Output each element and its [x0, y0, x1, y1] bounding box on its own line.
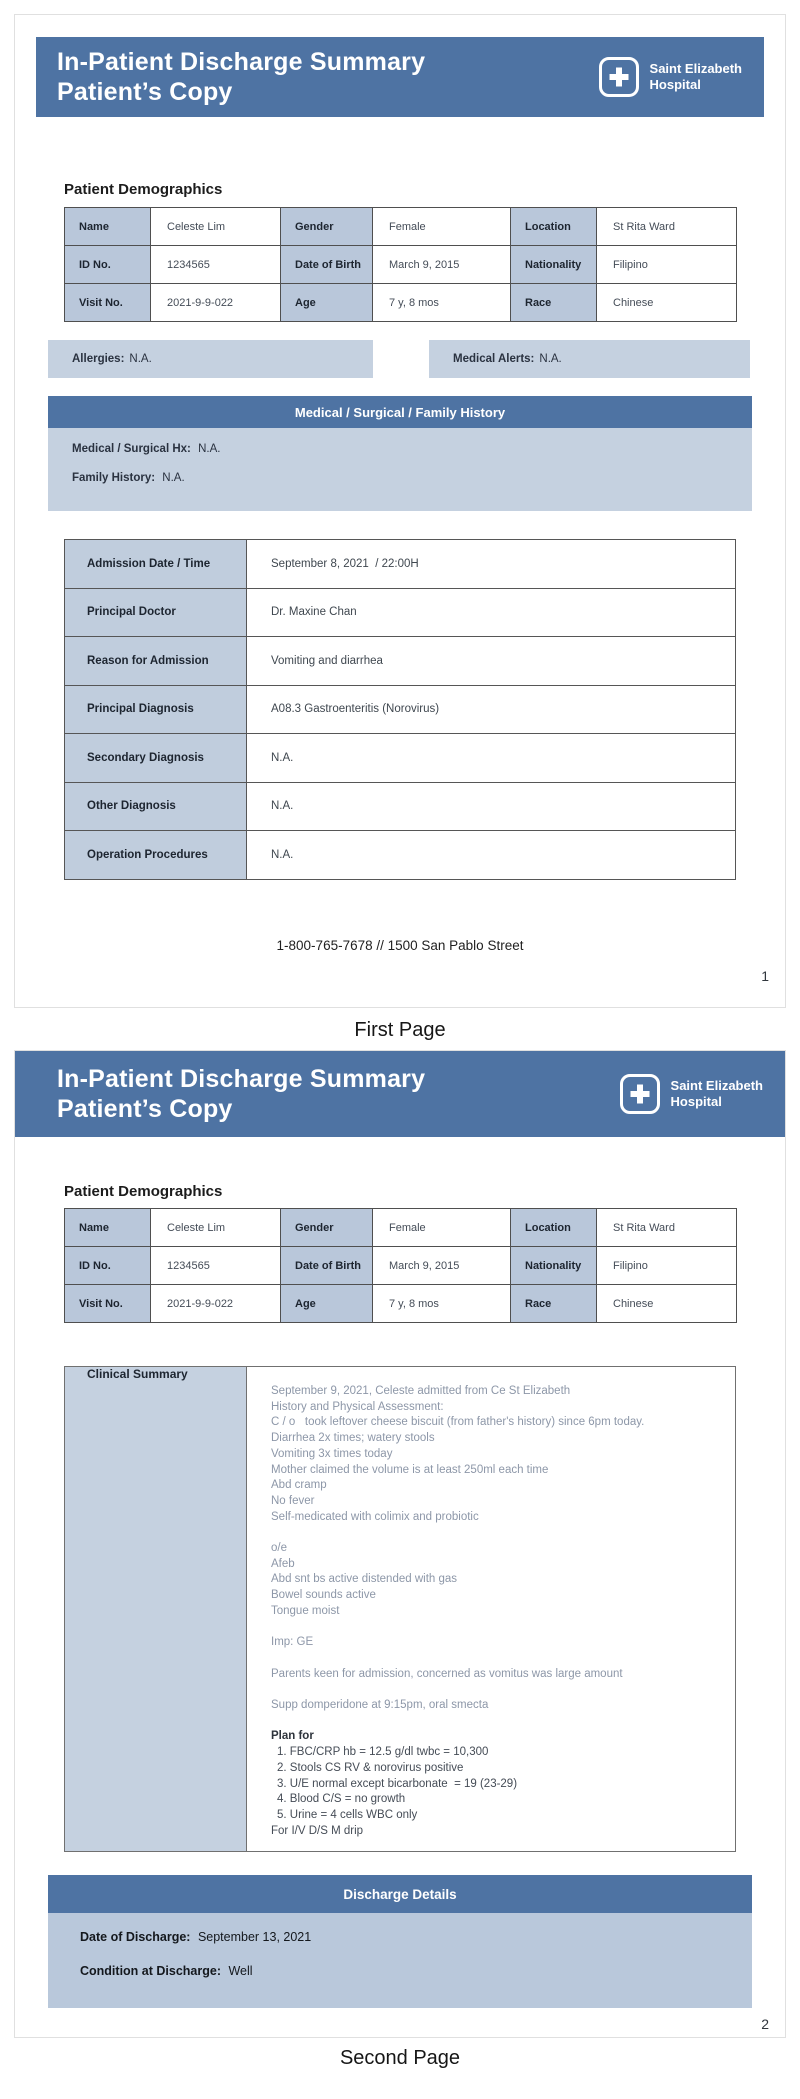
- demographics-heading: Patient Demographics: [64, 1183, 223, 1200]
- admission-label: Reason for Admission: [65, 637, 247, 686]
- table-row: [65, 637, 736, 686]
- document-title-line2: Patient’s Copy: [57, 1095, 233, 1123]
- discharge-item: Date of Discharge: September 13, 2021: [80, 1930, 312, 1945]
- first-page-caption: First Page: [354, 1019, 446, 1041]
- clinical-line: Diarrhea 2x times; watery stools: [271, 1432, 435, 1445]
- clinical-line: [271, 1525, 715, 1541]
- demo-value: 2021-9-9-022: [151, 1285, 281, 1323]
- hospital-cross-icon: [599, 57, 639, 97]
- demo-value: 1234565: [151, 1247, 281, 1285]
- demo-label: ID No.: [65, 246, 151, 284]
- discharge-item: Condition at Discharge: Well: [80, 1964, 253, 1979]
- demo-value: 1234565: [151, 246, 281, 284]
- document-title-line1: In-Patient Discharge Summary: [57, 1065, 426, 1093]
- table-row: [65, 685, 736, 734]
- demo-value: St Rita Ward: [597, 208, 737, 246]
- demo-label: Visit No.: [65, 284, 151, 322]
- history-item: Family History: N.A.: [72, 472, 185, 484]
- admission-label: Principal Diagnosis: [65, 685, 247, 734]
- alert-boxes-row: [48, 340, 785, 378]
- demo-value: Chinese: [597, 1285, 737, 1323]
- page1-card: [14, 14, 786, 1008]
- table-row: [65, 782, 736, 831]
- clinical-line: History and Physical Assessment:: [271, 1400, 444, 1413]
- table-row: [65, 1209, 737, 1247]
- hospital-cross-icon: [620, 1074, 660, 1114]
- document-title-line1: In-Patient Discharge Summary: [57, 48, 426, 76]
- clinical-line: [271, 1714, 715, 1730]
- demo-label: Nationality: [511, 1247, 597, 1285]
- demographics-table: [64, 1208, 737, 1323]
- admission-label: Secondary Diagnosis: [65, 734, 247, 783]
- hospital-name: Saint Elizabeth Hospital: [649, 61, 742, 92]
- medical-alerts-value: N.A.: [539, 353, 562, 365]
- demo-label: Location: [511, 208, 597, 246]
- demo-value: 7 y, 8 mos: [373, 284, 511, 322]
- discharge-section-header: Discharge Details: [48, 1875, 752, 1913]
- table-row: [65, 1367, 736, 1852]
- demo-label: Gender: [281, 208, 373, 246]
- admission-value: Dr. Maxine Chan: [247, 588, 736, 637]
- plan-item: 2. Stools CS RV & norovirus positive: [277, 1761, 464, 1774]
- page2-card: [14, 1050, 786, 2038]
- clinical-line: Vomiting 3x times today: [271, 1447, 393, 1460]
- demo-label: Gender: [281, 1209, 373, 1247]
- plan-item: 1. FBC/CRP hb = 12.5 g/dl twbc = 10,300: [277, 1746, 489, 1759]
- demo-label: Nationality: [511, 246, 597, 284]
- table-row: [65, 246, 737, 284]
- table-row: [65, 284, 737, 322]
- demo-value: March 9, 2015: [373, 1247, 511, 1285]
- medical-alerts-box: [429, 340, 750, 378]
- second-page-caption: Second Page: [339, 2047, 461, 2069]
- page1-header: [36, 37, 764, 117]
- admission-value: N.A.: [247, 782, 736, 831]
- clinical-line: Abd snt bs active distended with gas: [271, 1573, 458, 1586]
- history-item: Medical / Surgical Hx: N.A.: [72, 443, 221, 455]
- demo-label: Name: [65, 208, 151, 246]
- admission-value: September 8, 2021 / 22:00H: [247, 540, 736, 589]
- table-row: [65, 1285, 737, 1323]
- demo-value: Filipino: [597, 1247, 737, 1285]
- demo-value: Chinese: [597, 284, 737, 322]
- history-section-header: Medical / Surgical / Family History: [48, 396, 752, 428]
- demo-label: Date of Birth: [281, 246, 373, 284]
- demo-value: 2021-9-9-022: [151, 284, 281, 322]
- clinical-summary-text: [247, 1367, 736, 1852]
- discharge-section-body: [48, 1913, 752, 2008]
- clinical-line: Abd cramp: [271, 1479, 327, 1492]
- admission-label: Operation Procedures: [65, 831, 247, 880]
- hospital-name: Saint Elizabeth Hospital: [670, 1078, 763, 1109]
- hospital-logo: [599, 57, 742, 97]
- demo-value: Celeste Lim: [151, 208, 281, 246]
- clinical-line: Supp domperidone at 9:15pm, oral smecta: [271, 1699, 489, 1711]
- demo-value: Female: [373, 1209, 511, 1247]
- plan-heading: Plan for: [271, 1730, 314, 1743]
- clinical-line: Self-medicated with colimix and probiotic: [271, 1510, 479, 1523]
- demographics-table: [64, 207, 737, 322]
- clinical-line: Bowel sounds active: [271, 1589, 376, 1602]
- clinical-line: [271, 1651, 715, 1667]
- contact-footer: 1-800-765-7678 // 1500 San Pablo Street: [276, 937, 524, 953]
- demo-label: ID No.: [65, 1247, 151, 1285]
- allergies-label: Allergies:: [72, 353, 125, 365]
- history-section-body: [48, 428, 752, 511]
- demo-label: Age: [281, 1285, 373, 1323]
- admission-details-table: [64, 539, 736, 880]
- document-title: [57, 1064, 425, 1124]
- clinical-line: Imp: GE: [271, 1636, 314, 1649]
- admission-label: Principal Doctor: [65, 588, 247, 637]
- clinical-line: Mother claimed the volume is at least 250ml each time: [271, 1463, 549, 1476]
- demo-value: 7 y, 8 mos: [373, 1285, 511, 1323]
- document-title: [57, 47, 425, 107]
- plan-footer: For I/V D/S M drip: [271, 1824, 364, 1837]
- plan-item: 3. U/E normal except bicarbonate = 19 (23-29): [277, 1777, 518, 1790]
- allergies-box: [48, 340, 373, 378]
- demo-value: Female: [373, 208, 511, 246]
- hospital-logo: [620, 1074, 763, 1114]
- demo-label: Date of Birth: [281, 1247, 373, 1285]
- admission-value: N.A.: [247, 831, 736, 880]
- clinical-line: Tongue moist: [271, 1604, 340, 1617]
- admission-value: Vomiting and diarrhea: [247, 637, 736, 686]
- medical-alerts-label: Medical Alerts:: [453, 353, 535, 365]
- clinical-line: [271, 1620, 715, 1636]
- table-row: [65, 588, 736, 637]
- table-row: [65, 1247, 737, 1285]
- clinical-line: [271, 1682, 715, 1698]
- clinical-summary-label: Clinical Summary: [65, 1367, 247, 1852]
- demo-value: Filipino: [597, 246, 737, 284]
- demo-value: Celeste Lim: [151, 1209, 281, 1247]
- clinical-summary-table: [64, 1366, 736, 1852]
- admission-label: Admission Date / Time: [65, 540, 247, 589]
- demo-value: St Rita Ward: [597, 1209, 737, 1247]
- clinical-line: o/e: [271, 1542, 287, 1555]
- page-number: 2: [761, 2016, 769, 2033]
- demo-label: Name: [65, 1209, 151, 1247]
- document-title-line2: Patient’s Copy: [57, 78, 233, 106]
- page-number: 1: [761, 967, 769, 984]
- table-row: [65, 831, 736, 880]
- demo-value: March 9, 2015: [373, 246, 511, 284]
- allergies-value: N.A.: [129, 353, 152, 365]
- demo-label: Location: [511, 1209, 597, 1247]
- demo-label: Age: [281, 284, 373, 322]
- plan-item: 5. Urine = 4 cells WBC only: [277, 1808, 418, 1821]
- admission-value: N.A.: [247, 734, 736, 783]
- table-row: [65, 540, 736, 589]
- demographics-heading: Patient Demographics: [64, 181, 223, 198]
- clinical-line: C / o took leftover cheese biscuit (from father's history) since 6pm today.: [271, 1416, 645, 1429]
- table-row: [65, 208, 737, 246]
- demo-label: Visit No.: [65, 1285, 151, 1323]
- demo-label: Race: [511, 284, 597, 322]
- clinical-line: Afeb: [271, 1557, 295, 1570]
- admission-label: Other Diagnosis: [65, 782, 247, 831]
- table-row: [65, 734, 736, 783]
- page2-header: [15, 1051, 785, 1137]
- clinical-line: Parents keen for admission, concerned as vomitus was large amount: [271, 1667, 623, 1680]
- clinical-line: September 9, 2021, Celeste admitted from Ce St Elizabeth: [271, 1385, 571, 1397]
- demo-label: Race: [511, 1285, 597, 1323]
- clinical-line: No fever: [271, 1494, 315, 1507]
- plan-item: 4. Blood C/S = no growth: [277, 1793, 406, 1806]
- admission-value: A08.3 Gastroenteritis (Norovirus): [247, 685, 736, 734]
